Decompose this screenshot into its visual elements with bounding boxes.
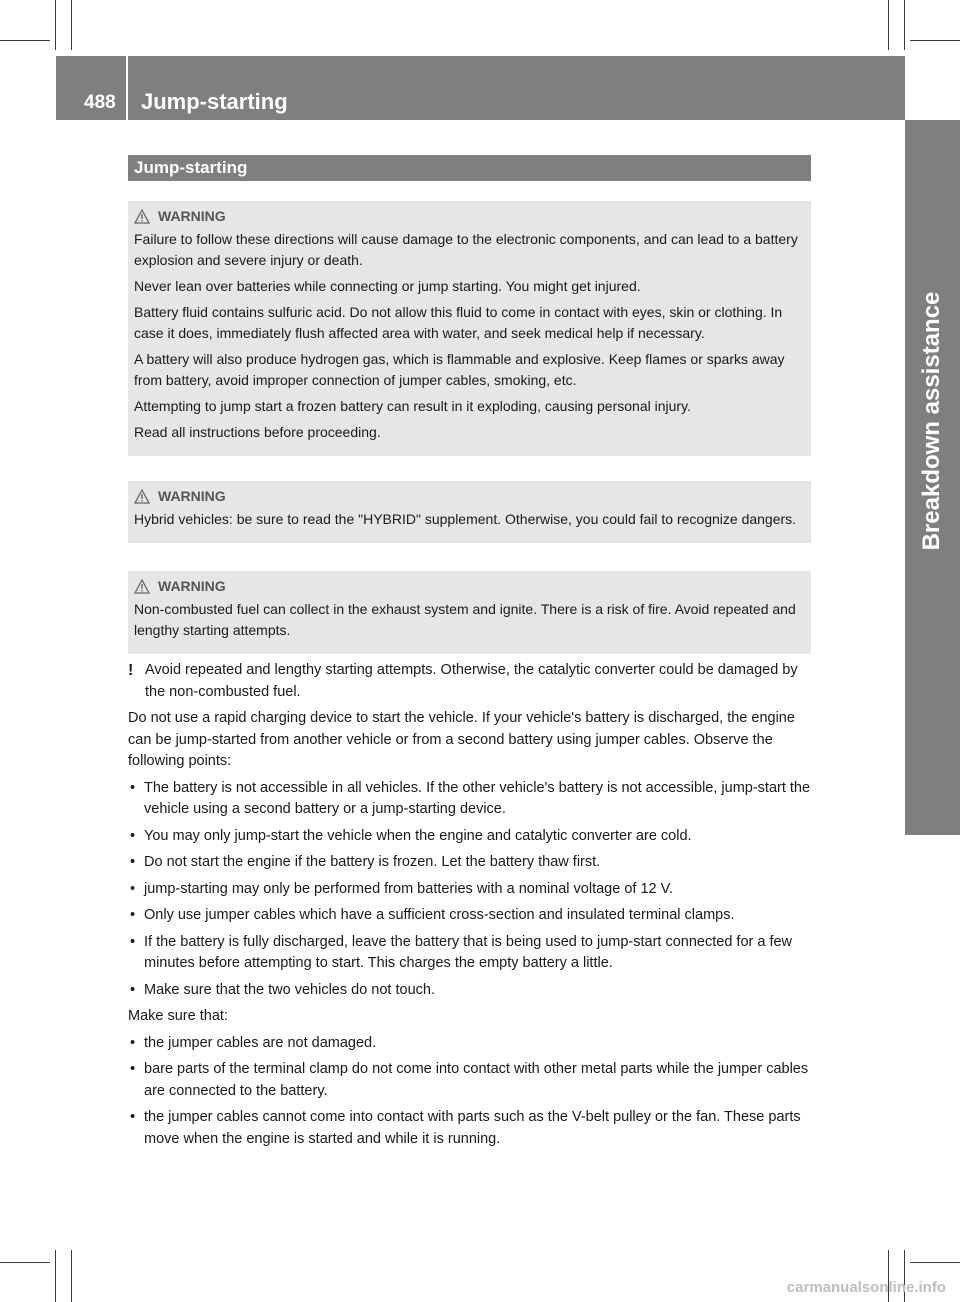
warning-header — [134, 207, 805, 225]
watermark: carmanualsonline.info — [786, 1279, 946, 1296]
warning-text: Failure to follow these directions will cause damage to the electronic components, and can lead to a battery explosion and severe injury or death. — [134, 231, 798, 268]
caution-note — [128, 660, 812, 703]
chapter-tab-block — [905, 725, 960, 835]
caution-icon: ! — [128, 662, 134, 679]
list-item: • Only use jumper cables which have a sufficient cross-section and insulated terminal clamps. — [128, 905, 812, 927]
body-content — [128, 660, 812, 1155]
list-item: • jump-starting may only be performed from batteries with a nominal voltage of 12 V. — [128, 879, 812, 901]
list-item: • bare parts of the terminal clamp do not come into contact with other metal parts while the jumper cables are connected to the battery. — [128, 1059, 812, 1102]
warning-text: Never lean over batteries while connecting or jump starting. You might get injured. — [134, 278, 641, 294]
crop-mark — [910, 40, 960, 41]
crop-mark — [904, 0, 905, 50]
warning-triangle-icon — [134, 489, 150, 504]
warning-header — [134, 487, 805, 505]
make-sure-label: Make sure that: — [128, 1008, 228, 1024]
list-item: • Make sure that the two vehicles do not touch. — [128, 980, 812, 1002]
header-divider — [126, 56, 128, 120]
list-item: • You may only jump-start the vehicle when the engine and catalytic converter are cold. — [128, 826, 812, 848]
warning-box — [128, 481, 811, 543]
list-item: • Do not start the engine if the battery is frozen. Let the battery thaw first. — [128, 852, 812, 874]
crop-mark — [71, 1250, 72, 1302]
warning-text: Read all instructions before proceeding. — [134, 424, 381, 440]
list-item: • The battery is not accessible in all vehicles. If the other vehicle's battery is not accessible, jump-start the vehicle using a second battery or a jump-starting device. — [128, 778, 812, 821]
warning-title: WARNING — [158, 207, 226, 224]
header-title: Jump-starting — [141, 89, 288, 114]
section-title: Jump-starting — [134, 158, 248, 177]
make-sure-list — [128, 1033, 812, 1151]
warning-title: WARNING — [158, 487, 226, 504]
list-item: • the jumper cables cannot come into contact with parts such as the V-belt pulley or the fan. These parts move when the engine is started and while it is running. — [128, 1107, 812, 1150]
crop-mark — [888, 0, 889, 50]
warning-text: Attempting to jump start a frozen battery can result in it exploding, causing personal injury. — [134, 398, 691, 414]
warning-title: WARNING — [158, 577, 226, 594]
crop-mark — [55, 0, 56, 50]
caution-text: Avoid repeated and lengthy starting attempts. Otherwise, the catalytic converter could be damaged by the non-combusted fuel. — [145, 662, 798, 700]
chapter-tab-label: Breakdown assistance — [918, 291, 945, 551]
warning-box — [128, 571, 811, 654]
crop-mark — [0, 1262, 50, 1263]
crop-mark — [0, 40, 50, 41]
warning-header — [134, 577, 805, 595]
points-list — [128, 778, 812, 1002]
crop-mark — [71, 0, 72, 50]
crop-mark — [55, 1250, 56, 1302]
warning-triangle-icon — [134, 579, 150, 594]
list-item: • the jumper cables are not damaged. — [128, 1033, 812, 1055]
warning-box — [128, 201, 811, 456]
warning-triangle-icon — [134, 209, 150, 224]
page-number: 488 — [84, 92, 116, 113]
section-heading — [128, 155, 811, 181]
warning-text: Battery fluid contains sulfuric acid. Do not allow this fluid to come in contact with eyes, skin or clothing. In case it does, immediately flush affected area with water, and seek medical help if necessary. — [134, 304, 783, 341]
warning-text: Hybrid vehicles: be sure to read the "HYBRID" supplement. Otherwise, you could fail to recognize dangers. — [134, 511, 797, 527]
intro-paragraph: Do not use a rapid charging device to start the vehicle. If your vehicle's battery is discharged, the engine can be jump-started from another vehicle or from a second battery using jumper cables. Observe the following points: — [128, 710, 795, 769]
list-item: • If the battery is fully discharged, leave the battery that is being used to jump-start connected for a few minutes before attempting to start. This charges the empty battery a little. — [128, 932, 812, 975]
warning-text: A battery will also produce hydrogen gas, which is flammable and explosive. Keep flames or sparks away from battery, avoid improper connection of jumper cables, smoking, etc. — [134, 351, 785, 388]
warning-text: Non-combusted fuel can collect in the exhaust system and ignite. There is a risk of fire. Avoid repeated and lengthy starting attempts. — [134, 601, 796, 638]
crop-mark — [910, 1262, 960, 1263]
